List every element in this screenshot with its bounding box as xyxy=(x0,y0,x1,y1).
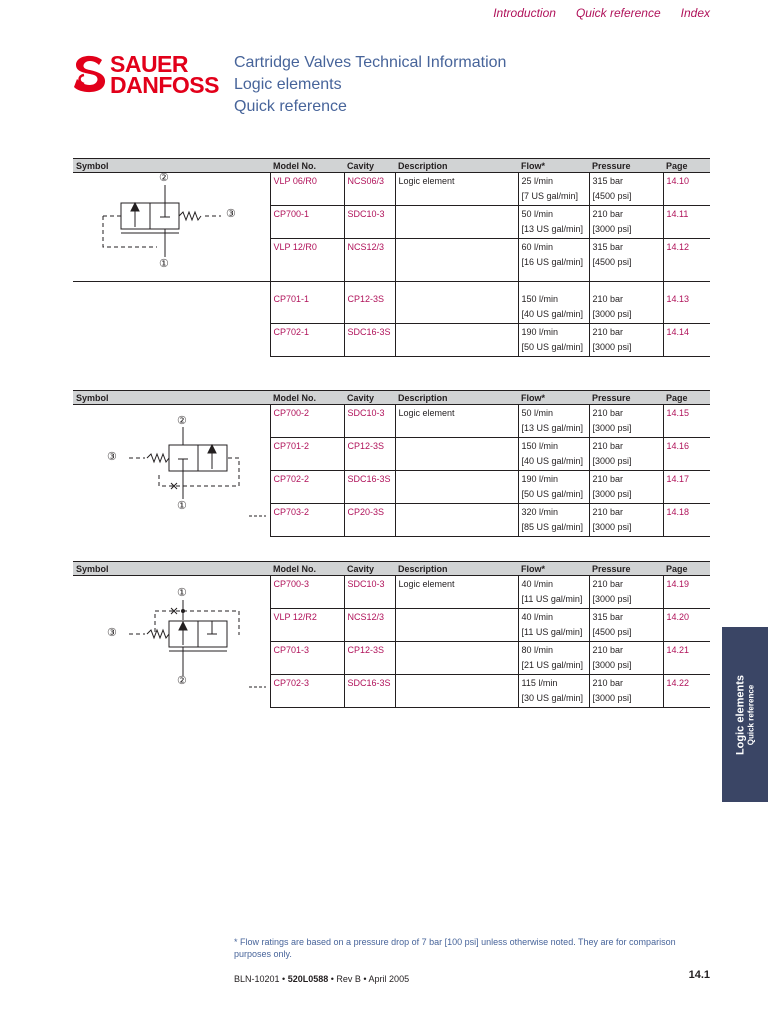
page-link[interactable]: 14.16 xyxy=(663,438,710,471)
pressure-psi: [4500 psi] xyxy=(592,191,632,201)
pressure-psi: [3000 psi] xyxy=(592,342,632,352)
model-cell[interactable]: CP703-2 xyxy=(270,504,344,537)
logic-element-symbol-icon xyxy=(73,405,270,529)
doc-revision: • Rev B • April 2005 xyxy=(328,974,410,984)
top-navigation xyxy=(473,6,710,20)
flow-metric: 80 l/min xyxy=(521,645,554,655)
page-link[interactable]: 14.18 xyxy=(663,504,710,537)
flow-cell xyxy=(518,282,589,324)
pressure-bar: 210 bar xyxy=(592,209,624,219)
sauer-danfoss-logo xyxy=(72,52,222,98)
header-model: Model No. xyxy=(270,159,344,173)
header-flow: Flow* xyxy=(518,159,589,173)
flow-us: [11 US gal/min] xyxy=(521,627,583,637)
cavity-cell[interactable]: SDC16-3S xyxy=(344,675,395,708)
flow-us: [30 US gal/min] xyxy=(521,693,584,703)
description-cell xyxy=(395,438,518,471)
page-link[interactable]: 14.10 xyxy=(663,173,710,206)
header-symbol: Symbol xyxy=(73,391,270,405)
page-heading xyxy=(234,52,506,118)
flow-cell xyxy=(518,438,589,471)
flow-cell xyxy=(518,206,589,239)
pressure-cell xyxy=(589,504,663,537)
description-cell xyxy=(395,642,518,675)
header-model: Model No. xyxy=(270,391,344,405)
header-description: Description xyxy=(395,159,518,173)
model-cell[interactable]: CP701-2 xyxy=(270,438,344,471)
pressure-cell xyxy=(589,173,663,206)
header-flow: Flow* xyxy=(518,391,589,405)
logo-word-2: DANFOSS xyxy=(110,72,219,98)
valve-symbol-cell xyxy=(73,405,270,537)
pressure-cell xyxy=(589,282,663,324)
side-tab-title: Logic elements xyxy=(734,674,747,755)
page-link[interactable]: 14.19 xyxy=(663,576,710,609)
pressure-cell xyxy=(589,576,663,609)
pressure-bar: 210 bar xyxy=(592,294,624,304)
port-2-label: ② xyxy=(159,172,169,184)
heading-section: Logic elements xyxy=(234,76,342,93)
pressure-psi: [3000 psi] xyxy=(592,594,632,604)
valve-symbol-cell xyxy=(73,576,270,708)
flow-us: [50 US gal/min] xyxy=(521,342,584,352)
page-link[interactable]: 14.17 xyxy=(663,471,710,504)
flow-us: [7 US gal/min] xyxy=(521,191,579,201)
section-side-tab[interactable] xyxy=(722,627,768,802)
cavity-cell[interactable]: CP20-3S xyxy=(344,504,395,537)
model-cell[interactable]: CP700-3 xyxy=(270,576,344,609)
model-cell[interactable]: CP702-1 xyxy=(270,324,344,357)
header-pressure: Pressure xyxy=(589,391,663,405)
logo-mark-icon xyxy=(72,54,108,94)
description-cell xyxy=(395,609,518,642)
header-model: Model No. xyxy=(270,562,344,576)
doc-number: BLN-10201 • xyxy=(234,974,288,984)
flow-cell xyxy=(518,239,589,282)
flow-us: [50 US gal/min] xyxy=(521,489,584,499)
table-header xyxy=(73,562,710,576)
model-cell[interactable]: CP701-3 xyxy=(270,642,344,675)
nav-introduction-link[interactable]: Introduction xyxy=(493,6,556,20)
flow-us: [16 US gal/min] xyxy=(521,257,584,267)
model-cell[interactable]: CP700-1 xyxy=(270,206,344,239)
pressure-cell xyxy=(589,206,663,239)
flow-us: [85 US gal/min] xyxy=(521,522,584,532)
model-cell[interactable]: CP700-2 xyxy=(270,405,344,438)
flow-metric: 190 l/min xyxy=(521,474,559,484)
page-link[interactable]: 14.20 xyxy=(663,609,710,642)
table-header xyxy=(73,391,710,405)
pressure-psi: [3000 psi] xyxy=(592,522,632,532)
logic-element-symbol-icon xyxy=(73,173,270,281)
header-description: Description xyxy=(395,562,518,576)
flow-metric: 50 l/min xyxy=(521,408,554,418)
model-cell[interactable]: CP701-1 xyxy=(270,282,344,324)
pressure-cell xyxy=(589,438,663,471)
flow-us: [11 US gal/min] xyxy=(521,594,583,604)
flow-us: [40 US gal/min] xyxy=(521,309,584,319)
cavity-cell[interactable]: CP12-3S xyxy=(344,642,395,675)
flow-metric: 40 l/min xyxy=(521,612,554,622)
flow-footnote: * Flow ratings are based on a pressure drop of 7 bar [100 psi] unless otherwise noted. They are for comparison purposes only. xyxy=(234,937,676,959)
pressure-bar: 210 bar xyxy=(592,645,624,655)
description-cell xyxy=(395,675,518,708)
description-cell: Logic element xyxy=(395,576,518,609)
spec-table-2 xyxy=(73,390,710,537)
header-flow: Flow* xyxy=(518,562,589,576)
flow-metric: 40 l/min xyxy=(521,579,554,589)
port-3-label: ③ xyxy=(107,451,117,463)
header-symbol: Symbol xyxy=(73,562,270,576)
flow-metric: 150 l/min xyxy=(521,441,559,451)
pressure-cell xyxy=(589,239,663,282)
port-1-label: ① xyxy=(177,500,187,512)
flow-us: [13 US gal/min] xyxy=(521,224,584,234)
doc-code: 520L0588 xyxy=(287,974,329,984)
header-cavity: Cavity xyxy=(344,391,395,405)
pressure-bar: 210 bar xyxy=(592,507,624,517)
table-row xyxy=(73,405,710,438)
cavity-cell[interactable]: NCS12/3 xyxy=(344,239,395,282)
flow-metric: 60 l/min xyxy=(521,242,554,252)
model-cell[interactable]: VLP 12/R2 xyxy=(270,609,344,642)
pressure-bar: 210 bar xyxy=(592,408,624,418)
model-cell[interactable]: VLP 06/R0 xyxy=(270,173,344,206)
description-cell xyxy=(395,282,518,324)
pressure-bar: 210 bar xyxy=(592,579,624,589)
cavity-cell[interactable]: SDC10-3 xyxy=(344,405,395,438)
cavity-cell[interactable]: SDC10-3 xyxy=(344,576,395,609)
cavity-cell[interactable]: SDC10-3 xyxy=(344,206,395,239)
heading-subsection: Quick reference xyxy=(234,98,347,115)
port-3-label: ③ xyxy=(226,208,236,220)
cavity-cell[interactable]: SDC16-3S xyxy=(344,324,395,357)
cavity-cell[interactable]: NCS06/3 xyxy=(344,173,395,206)
header-pressure: Pressure xyxy=(589,159,663,173)
cavity-cell[interactable]: CP12-3S xyxy=(344,438,395,471)
logo-word-1: SAUER xyxy=(110,51,189,77)
port-2-label: ② xyxy=(177,675,187,687)
flow-metric: 50 l/min xyxy=(521,209,554,219)
pressure-psi: [4500 psi] xyxy=(592,627,632,637)
flow-us: [13 US gal/min] xyxy=(521,423,584,433)
description-cell: Logic element xyxy=(395,173,518,206)
flow-cell xyxy=(518,675,589,708)
flow-metric: 150 l/min xyxy=(521,294,559,304)
pressure-psi: [3000 psi] xyxy=(592,309,632,319)
header-pressure: Pressure xyxy=(589,562,663,576)
model-cell[interactable]: CP702-2 xyxy=(270,471,344,504)
pressure-bar: 210 bar xyxy=(592,327,624,337)
pressure-cell xyxy=(589,642,663,675)
heading-title: Cartridge Valves Technical Information xyxy=(234,54,507,71)
description-cell xyxy=(395,206,518,239)
header-page: Page xyxy=(663,562,710,576)
header-description: Description xyxy=(395,391,518,405)
flow-metric: 25 l/min xyxy=(521,176,554,186)
pressure-psi: [3000 psi] xyxy=(592,456,632,466)
pressure-cell xyxy=(589,675,663,708)
valve-symbol-cell-empty xyxy=(73,282,270,357)
table-row xyxy=(73,173,710,206)
header-symbol: Symbol xyxy=(73,159,270,173)
page-link[interactable]: 14.14 xyxy=(663,324,710,357)
spec-table-3 xyxy=(73,561,710,708)
valve-symbol-cell xyxy=(73,173,270,282)
pressure-cell xyxy=(589,324,663,357)
flow-cell xyxy=(518,504,589,537)
port-1-label: ① xyxy=(177,587,187,599)
flow-metric: 320 l/min xyxy=(521,507,559,517)
flow-cell xyxy=(518,576,589,609)
page-link[interactable]: 14.21 xyxy=(663,642,710,675)
pressure-psi: [3000 psi] xyxy=(592,693,632,703)
pressure-psi: [3000 psi] xyxy=(592,423,632,433)
model-cell[interactable]: VLP 12/R0 xyxy=(270,239,344,282)
pressure-bar: 210 bar xyxy=(592,474,624,484)
description-cell xyxy=(395,239,518,282)
flow-cell xyxy=(518,324,589,357)
port-3-label: ③ xyxy=(107,627,117,639)
pressure-bar: 315 bar xyxy=(592,242,624,252)
pressure-cell xyxy=(589,471,663,504)
flow-cell xyxy=(518,173,589,206)
logic-element-symbol-icon xyxy=(73,576,270,700)
pressure-bar: 315 bar xyxy=(592,176,624,186)
port-1-label: ① xyxy=(159,258,169,270)
cavity-cell[interactable]: NCS12/3 xyxy=(344,609,395,642)
flow-metric: 190 l/min xyxy=(521,327,559,337)
pressure-cell xyxy=(589,609,663,642)
page-link[interactable]: 14.15 xyxy=(663,405,710,438)
table-row xyxy=(73,576,710,609)
description-cell xyxy=(395,471,518,504)
pressure-bar: 315 bar xyxy=(592,612,624,622)
nav-quick-reference-link[interactable]: Quick reference xyxy=(575,6,661,20)
header-page: Page xyxy=(663,391,710,405)
page-link[interactable]: 14.13 xyxy=(663,282,710,324)
table-row xyxy=(73,282,710,324)
pressure-psi: [4500 psi] xyxy=(592,257,632,267)
flow-cell xyxy=(518,609,589,642)
flow-metric: 115 l/min xyxy=(521,678,558,688)
pressure-cell xyxy=(589,405,663,438)
spec-table-1 xyxy=(73,158,710,357)
page-link[interactable]: 14.22 xyxy=(663,675,710,708)
pressure-bar: 210 bar xyxy=(592,678,624,688)
pressure-psi: [3000 psi] xyxy=(592,489,632,499)
flow-cell xyxy=(518,642,589,675)
port-2-label: ② xyxy=(177,415,187,427)
flow-us: [40 US gal/min] xyxy=(521,456,584,466)
flow-us: [21 US gal/min] xyxy=(521,660,584,670)
pressure-psi: [3000 psi] xyxy=(592,660,632,670)
header-page: Page xyxy=(663,159,710,173)
cavity-cell[interactable]: SDC16-3S xyxy=(344,471,395,504)
flow-cell xyxy=(518,471,589,504)
pressure-bar: 210 bar xyxy=(592,441,624,451)
flow-cell xyxy=(518,405,589,438)
side-tab-subtitle: Quick reference xyxy=(746,684,756,745)
page-link[interactable]: 14.12 xyxy=(663,239,710,282)
nav-index-link[interactable]: Index xyxy=(680,6,710,20)
header-cavity: Cavity xyxy=(344,159,395,173)
description-cell xyxy=(395,324,518,357)
pressure-psi: [3000 psi] xyxy=(592,224,632,234)
description-cell: Logic element xyxy=(395,405,518,438)
model-cell[interactable]: CP702-3 xyxy=(270,675,344,708)
document-footer xyxy=(234,974,409,984)
page-link[interactable]: 14.11 xyxy=(663,206,710,239)
page-number: 14.1 xyxy=(688,969,710,981)
description-cell xyxy=(395,504,518,537)
header-cavity: Cavity xyxy=(344,562,395,576)
cavity-cell[interactable]: CP12-3S xyxy=(344,282,395,324)
